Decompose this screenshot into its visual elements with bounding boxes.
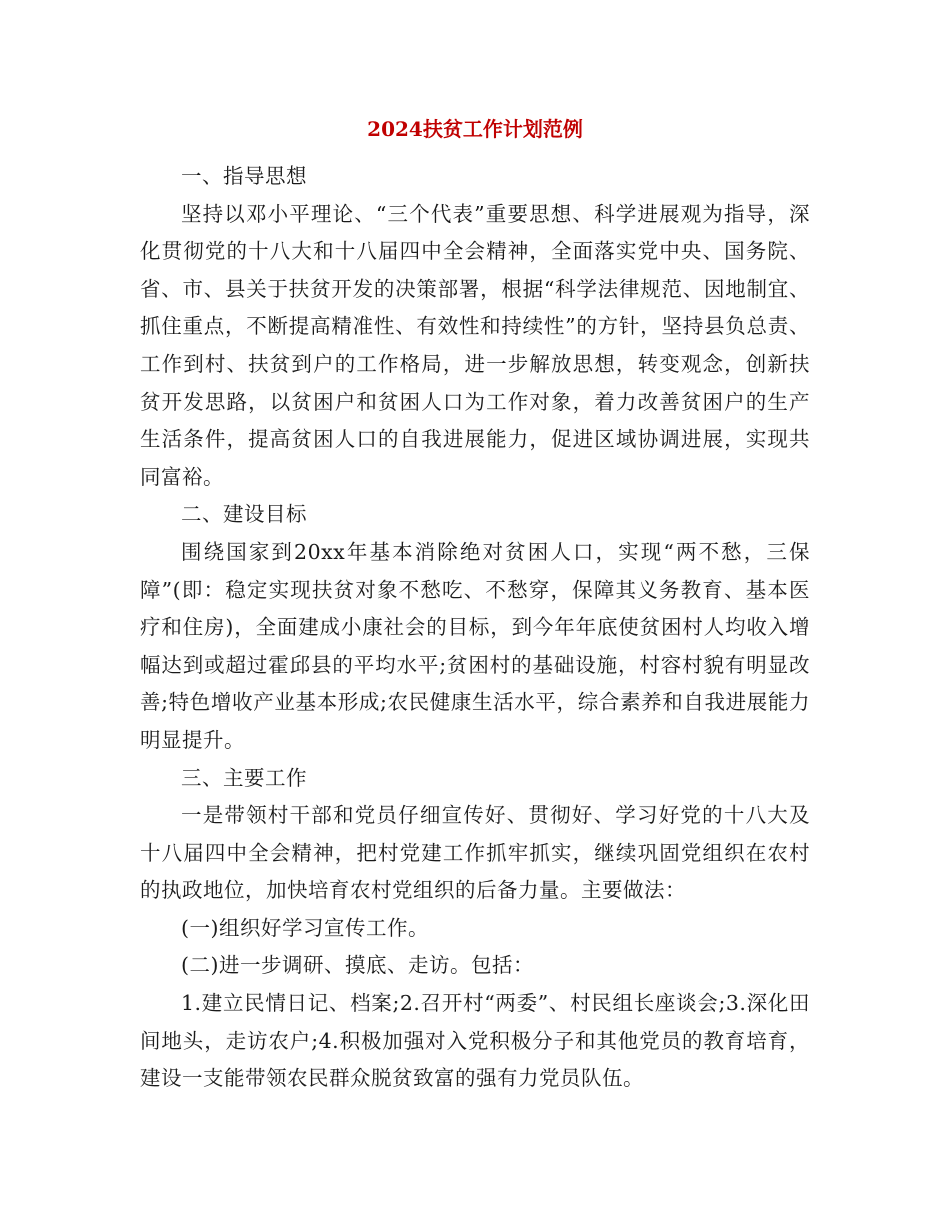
list-item-research-visit: (二)进一步调研、摸底、走访。包括： <box>181 953 534 978</box>
paragraph-main-work: 一是带领村干部和党员仔细宣传好、贯彻好、学习好党的十八大及十八届四中全会精神，把村党建工作抓牢抓实，继续巩固党组织在农村的执政地位，加快培育农村党组织的后备力量。主要做法： <box>140 803 810 903</box>
document-body <box>140 158 810 1098</box>
list-item-organize-study: (一)组织好学习宣传工作。 <box>181 915 429 940</box>
heading-guiding-ideology: 一、指导思想 <box>181 164 307 188</box>
paragraph-numbered-measures: 1.建立民情日记、档案;2.召开村“两委”、村民组长座谈会;3.深化田间地头，走访农户;4.积极加强对入党积极分子和其他党员的教育培育，建设一支能带领农民群众脱贫致富的强有力党员队伍。 <box>140 991 810 1091</box>
heading-main-work: 三、主要工作 <box>181 765 307 790</box>
heading-construction-goals: 二、建设目标 <box>181 502 307 527</box>
paragraph-guiding-ideology: 坚持以邓小平理论、“三个代表”重要思想、科学进展观为指导，深化贯彻党的十八大和十八届四中全会精神，全面落实党中央、国务院、省、市、县关于扶贫开发的决策部署，根据“科学法律规范、因地制宜、抓住重点，不断提高精准性、有效性和持续性”的方针，坚持县负总责、工作到村、扶贫到户的工作格局，进一步解放思想，转变观念，创新扶贫开发思路，以贫困户和贫困人口为工作对象，着力改善贫困户的生产生活条件，提高贫困人口的自我进展能力，促进区域协调进展，实现共同富裕。 <box>140 201 810 489</box>
document-title: 2024扶贫工作计划范例 <box>367 117 583 141</box>
paragraph-construction-goals: 围绕国家到20xx年基本消除绝对贫困人口，实现“两不愁，三保障”(即：稳定实现扶贫对象不愁吃、不愁穿，保障其义务教育、基本医疗和住房)，全面建成小康社会的目标，到今年年底使贫困村人均收入增幅达到或超过霍邱县的平均水平;贫困村的基础设施，村容村貌有明显改善;特色增收产业基本形成;农民健康生活水平，综合素养和自我进展能力明显提升。 <box>140 539 810 752</box>
